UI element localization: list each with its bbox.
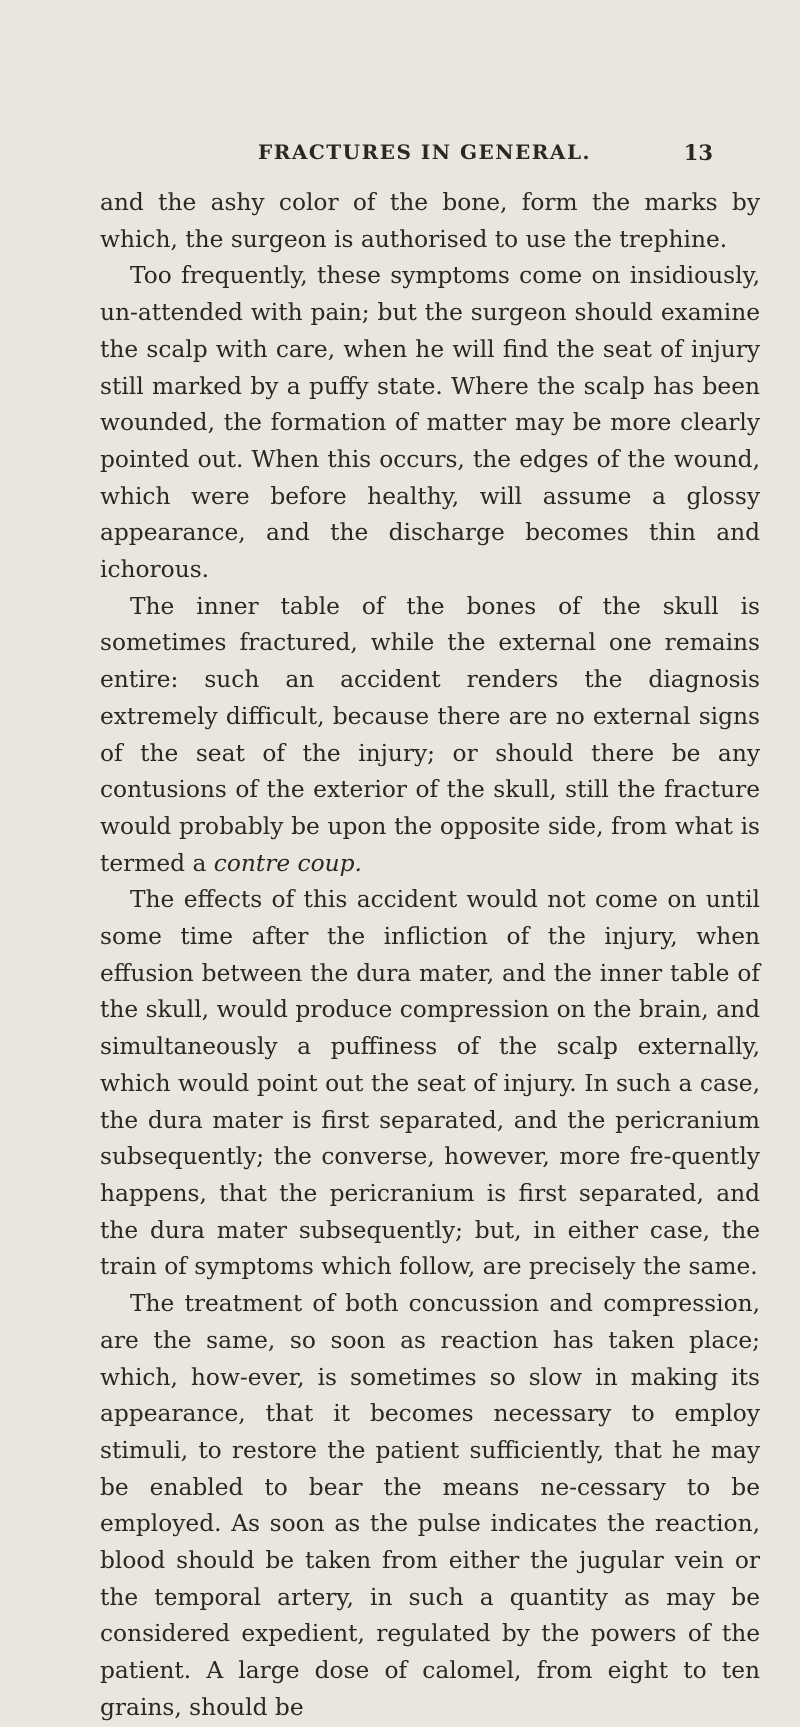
paragraph	[100, 589, 760, 883]
body-text	[100, 185, 760, 1727]
italic-term: contre coup.	[213, 849, 362, 877]
paragraph: The effects of this accident would not come on until some time after the infliction of the injury, when effusion between the dura mater, and the inner table of the skull, would produce compression on the brain, and simultaneously a puffiness of the scalp externally, which would point out the seat of injury. In such a case, the dura mater is first separated, and the pericranium subsequently; the converse, however, more fre-quently happens, that the pericranium is first separated, and the dura mater subsequently; but, in either case, the train of symptoms which follow, are precisely the same.	[100, 886, 760, 1281]
running-head	[100, 140, 758, 180]
paragraph: and the ashy color of the bone, form the marks by which, the surgeon is authorised to use the trephine.	[100, 189, 760, 253]
paragraph-text: The inner table of the bones of the skull is sometimes fractured, while the external one remains entire: such an accident renders the diagnosis extremely difficult, because there are no external signs of the seat of the injury; or should there be any contusions of the exterior of the skull, still the fracture would probably be upon the opposite side, from what is termed a	[100, 592, 760, 877]
paragraph: The treatment of both concussion and compression, are the same, so soon as reaction has taken place; which, how-ever, is sometimes so slow in making its appearance, that it becomes necessary to employ stimuli, to restore the patient sufficiently, that he may be enabled to bear the means ne-cessary to be employed. As soon as the pulse indicates the reaction, blood should be taken from either the jugular vein or the temporal artery, in such a quantity as may be considered expedient, regulated by the powers of the patient. A large dose of calomel, from eight to ten grains, should be	[100, 1290, 760, 1721]
paragraph: Too frequently, these symptoms come on insidiously, un-attended with pain; but the surgeon should examine the scalp with care, when he will find the seat of injury still marked by a puffy state. Where the scalp has been wounded, the formation of matter may be more clearly pointed out. When this occurs, the edges of the wound, which were before healthy, will assume a glossy appearance, and the discharge becomes thin and ichorous.	[100, 262, 760, 584]
running-head-title: FRACTURES IN GENERAL.	[258, 140, 591, 164]
page-number: 13	[683, 140, 713, 165]
